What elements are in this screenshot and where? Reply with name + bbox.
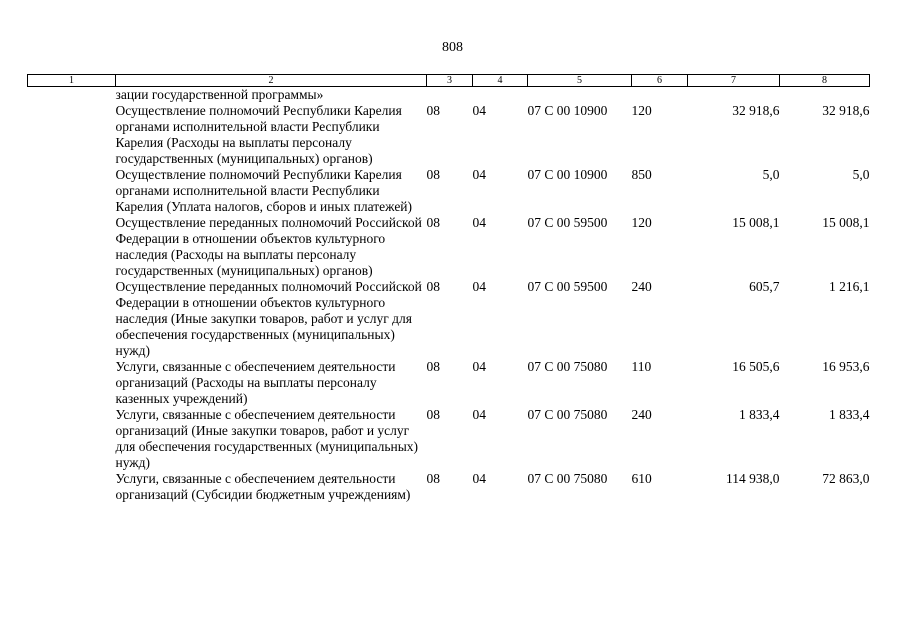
row-description: Осуществление переданных полномочий Российской Федерации в отношении объектов культурного наследия (Расходы на выплаты персоналу государственных (муниципальных) органов): [115, 215, 422, 278]
header-col-7: 7: [688, 75, 780, 87]
header-col-5: 5: [528, 75, 632, 87]
row-section: 08: [426, 103, 440, 118]
row-subsection: 04: [472, 359, 486, 374]
row-amount-2: 1 833,4: [829, 407, 870, 422]
table-row: [28, 359, 870, 407]
header-col-2: 2: [116, 75, 427, 87]
row-subsection: 04: [472, 407, 486, 422]
header-col-4: 4: [473, 75, 528, 87]
row-amount-1: 5,0: [762, 167, 780, 182]
budget-table: [27, 74, 870, 503]
row-expense-type: 110: [631, 359, 652, 374]
row-section: 08: [426, 279, 440, 294]
row-target-article: 07 С 00 10900: [527, 167, 608, 182]
row-section: 08: [426, 167, 440, 182]
row-expense-type: 120: [631, 103, 652, 118]
table-row: [28, 279, 870, 359]
table-row: [28, 407, 870, 471]
row-description: Осуществление переданных полномочий Российской Федерации в отношении объектов культурного наследия (Иные закупки товаров, работ и услуг для обеспечения государственных (муниципальных) нужд): [115, 279, 422, 358]
header-col-8: 8: [780, 75, 870, 87]
row-target-article: 07 С 00 75080: [527, 407, 608, 422]
continuation-text: зации государственной программы»: [115, 87, 324, 102]
row-amount-1: 15 008,1: [732, 215, 780, 230]
row-section: 08: [426, 471, 440, 486]
row-description: Услуги, связанные с обеспечением деятельности организаций (Субсидии бюджетным учреждениям): [115, 471, 411, 502]
row-section: 08: [426, 215, 440, 230]
row-amount-2: 16 953,6: [822, 359, 870, 374]
row-description: Услуги, связанные с обеспечением деятельности организаций (Иные закупки товаров, работ и услуг для обеспечения государственных (муниципальных) нужд): [115, 407, 419, 470]
row-section: 08: [426, 407, 440, 422]
row-description: Услуги, связанные с обеспечением деятельности организаций (Расходы на выплаты персоналу казенных учреждений): [115, 359, 396, 406]
row-amount-1: 114 938,0: [726, 471, 780, 486]
row-amount-2: 5,0: [852, 167, 870, 182]
row-expense-type: 610: [631, 471, 652, 486]
row-expense-type: 240: [631, 407, 652, 422]
row-amount-2: 72 863,0: [822, 471, 870, 486]
row-target-article: 07 С 00 10900: [527, 103, 608, 118]
row-amount-2: 15 008,1: [822, 215, 870, 230]
row-expense-type: 240: [631, 279, 652, 294]
row-description: Осуществление полномочий Республики Карелия органами исполнительной власти Республики Карелия (Уплата налогов, сборов и иных платежей): [115, 167, 413, 214]
row-amount-1: 1 833,4: [739, 407, 780, 422]
row-description: Осуществление полномочий Республики Карелия органами исполнительной власти Республики Карелия (Расходы на выплаты персоналу государственных (муниципальных) органов): [115, 103, 402, 166]
row-section: 08: [426, 359, 440, 374]
row-amount-1: 605,7: [749, 279, 780, 294]
row-target-article: 07 С 00 59500: [527, 215, 608, 230]
row-subsection: 04: [472, 167, 486, 182]
row-amount-1: 32 918,6: [732, 103, 780, 118]
header-col-6: 6: [632, 75, 688, 87]
row-amount-2: 1 216,1: [829, 279, 870, 294]
page-number: 808: [442, 40, 463, 55]
row-target-article: 07 С 00 75080: [527, 359, 608, 374]
row-expense-type: 850: [631, 167, 652, 182]
row-amount-1: 16 505,6: [732, 359, 780, 374]
row-subsection: 04: [472, 215, 486, 230]
continuation-row: [28, 87, 870, 104]
table-row: [28, 167, 870, 215]
row-target-article: 07 С 00 75080: [527, 471, 608, 486]
row-subsection: 04: [472, 279, 486, 294]
row-expense-type: 120: [631, 215, 652, 230]
table-row: [28, 215, 870, 279]
header-col-3: 3: [427, 75, 473, 87]
row-subsection: 04: [472, 103, 486, 118]
header-col-1: 1: [28, 75, 116, 87]
row-amount-2: 32 918,6: [822, 103, 870, 118]
row-target-article: 07 С 00 59500: [527, 279, 608, 294]
table-row: [28, 471, 870, 503]
row-subsection: 04: [472, 471, 486, 486]
table-row: [28, 103, 870, 167]
column-number-header: [28, 75, 870, 87]
